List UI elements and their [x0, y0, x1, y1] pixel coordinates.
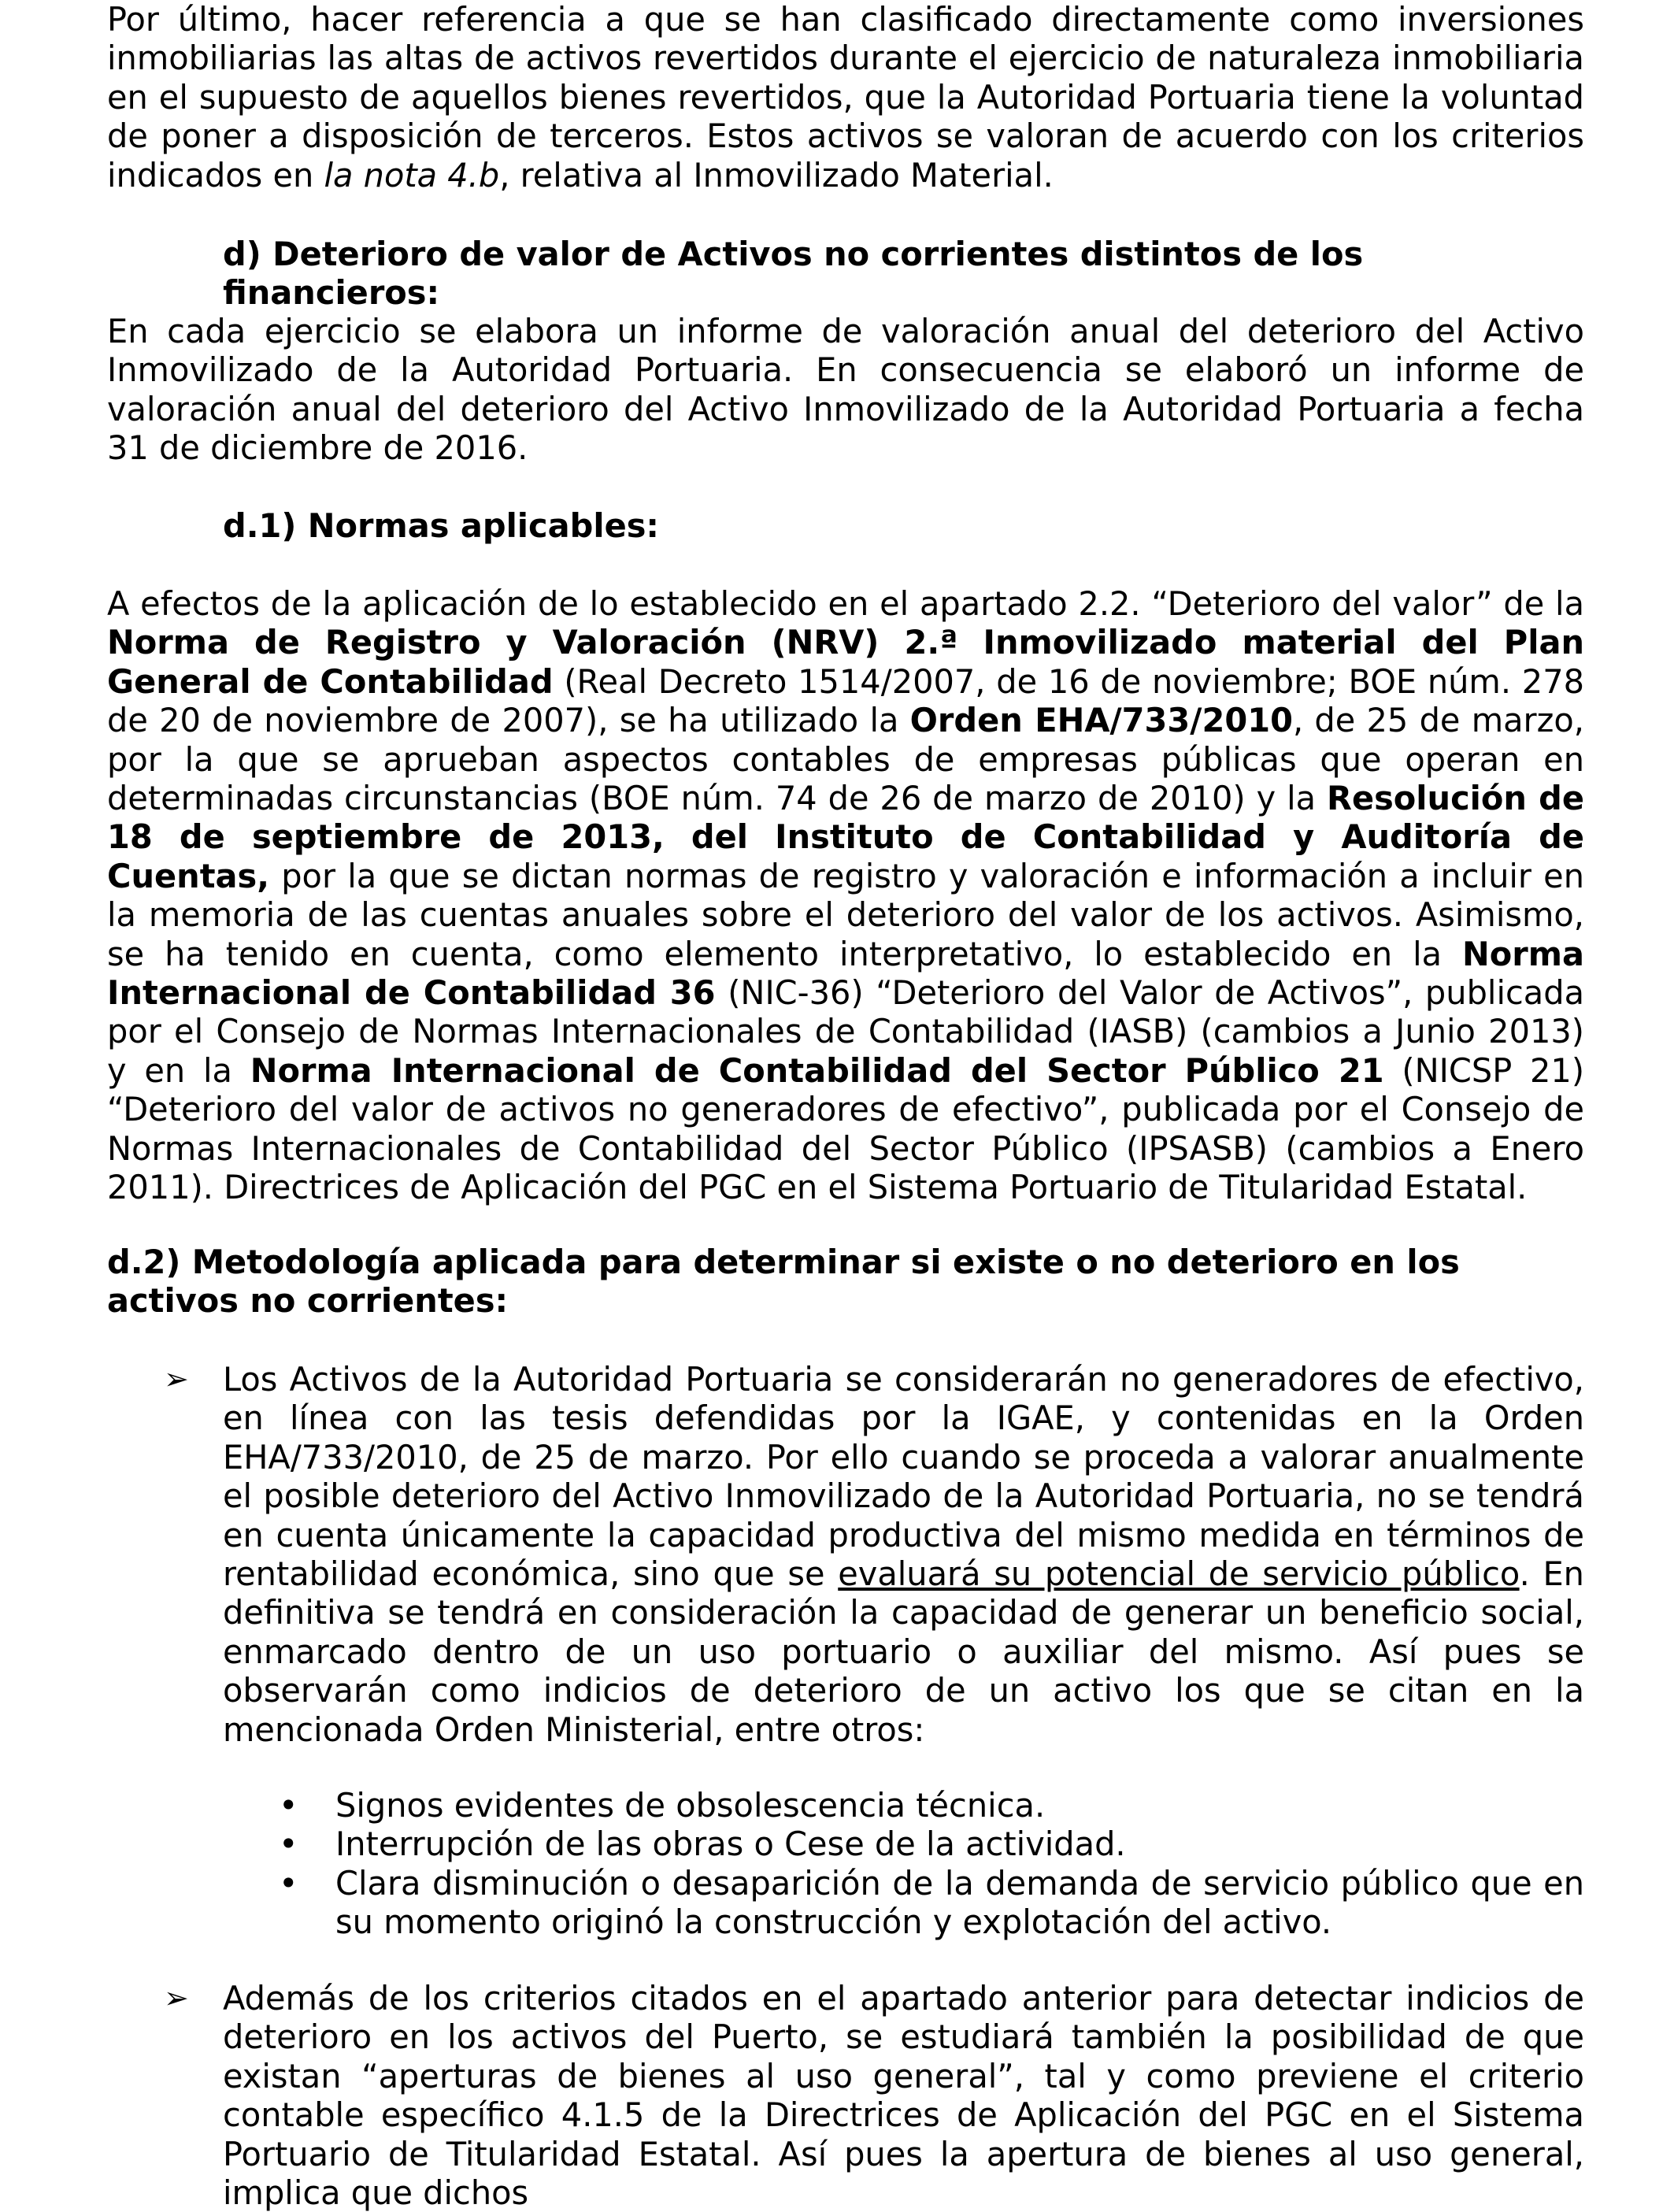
bold-reference: Orden EHA/733/2010: [909, 701, 1293, 740]
sub-list-item-text: Signos evidentes de obsolescencia técnica.: [335, 1786, 1046, 1825]
sub-list-item-text: Interrupción de las obras o Cese de la actividad.: [335, 1825, 1126, 1864]
paragraph-text: (Real Decreto 1514/2007, de 16 de noviembre; BOE núm. 278 de 20 de noviembre de 2007), se ha utilizado la: [107, 661, 1584, 740]
paragraph-text: (NIC-36) “Deterioro del Valor de Activos”, publicada por el Consejo de Normas Internacionales de Contabilidad (IASB) (cambios a Junio 2013) y en la: [107, 973, 1584, 1090]
bold-reference: Norma de Registro y Valoración (NRV) 2.ª Inmovilizado material del Plan General de Contabilidad: [107, 623, 1584, 701]
dot-bullet-icon: •: [279, 1825, 298, 1864]
section-heading-d: d) Deterioro de valor de Activos no corrientes distintos de los financieros:: [223, 235, 1364, 313]
note-reference: la nota 4.b: [324, 155, 500, 195]
paragraph-text: . En definitiva se tendrá en consideración la capacidad de generar un beneficio social, enmarcado dentro de un uso portuario o auxiliar del mismo. Así pues se observarán como indicios de deterioro de un activo los que se citan en la mencionada Orden Ministerial, entre otros:: [223, 1554, 1584, 1749]
sub-list-item: [279, 1863, 1584, 1942]
paragraph-text: Los Activos de la Autoridad Portuaria se considerarán no generadores de efectivo, en línea con las tesis defendidas por la IGAE, y contenidas en la Orden EHA/733/2010, de 25 de marzo. Por ello cuando se proceda a valorar anualmente el posible deterioro del Activo Inmovilizado de la Autoridad Portuaria, no se tendrá en cuenta únicamente la capacidad productiva del mismo medida en términos de rentabilidad económica, sino que se: [223, 1360, 1584, 1594]
underlined-text: evaluará su potencial de servicio público: [838, 1554, 1520, 1594]
bold-reference: Norma Internacional de Contabilidad del Sector Público 21: [250, 1050, 1384, 1090]
paragraph-text: por la que se dictan normas de registro y valoración e información a incluir en la memoria de las cuentas anuales sobre el deterioro del valor de los activos. Asimismo, se ha tenido en cuenta, como elemento interpretativo, lo establecido en la: [107, 856, 1584, 973]
paragraph-text: A efectos de la aplicación de lo establecido en el apartado 2.2. “Deterioro del valor” de la: [107, 584, 1584, 623]
bold-reference: Resolución de 18 de septiembre de 2013, del Instituto de Contabilidad y Auditoría de Cuentas,: [107, 779, 1584, 895]
sub-list-item-text: Clara disminución o desaparición de la demanda de servicio público que en su momento originó la construcción y explotación del activo.: [335, 1863, 1584, 1942]
section-heading-d1: d.1) Normas aplicables:: [223, 506, 660, 545]
dot-bullet-icon: •: [279, 1863, 298, 1903]
bullet-text: Además de los criterios citados en el apartado anterior para detectar indicios de deterioro en los activos del Puerto, se estudiará también la posibilidad de que existan “aperturas de bienes al uso general”, tal y como previene el criterio contable específico 4.1.5 de la Directrices de Aplicación del PGC en el Sistema Portuario de Titularidad Estatal. Así pues la apertura de bienes al uso general, implica que dichos: [223, 1979, 1584, 2212]
sub-list-item: [279, 1786, 1584, 1825]
arrow-bullet-icon: ➢: [164, 1980, 189, 2015]
paragraph-text: (NICSP 21) “Deterioro del valor de activos no generadores de efectivo”, publicada por el Consejo de Normas Internacionales de Contabilidad del Sector Público (IPSASB) (cambios a Enero 2011). Directrices de Aplicación del PGC en el Sistema Portuario de Titularidad Estatal.: [107, 1050, 1585, 1207]
bullet-item-aperturas: [107, 1979, 1584, 2212]
paragraph-informe-valoracion: En cada ejercicio se elabora un informe de valoración anual del deterioro del Activo Inmovilizado de la Autoridad Portuaria. En consecuencia se elaboró un informe de valoración anual del deterioro del Activo Inmovilizado de la Autoridad Portuaria a fecha 31 de diciembre de 2016.: [107, 312, 1584, 468]
bullet-text: [223, 1360, 1584, 1749]
section-heading-d2: d.2) Metodología aplicada para determinar si existe o no deterioro en los activos no corrientes:: [107, 1243, 1460, 1321]
sub-list: [107, 1786, 1584, 1942]
paragraph-inversiones-inmobiliarias: [107, 0, 1584, 195]
sub-list-item: [279, 1825, 1584, 1864]
bold-reference: Norma Internacional de Contabilidad 36: [107, 934, 1584, 1013]
paragraph-normas-aplicables: [107, 584, 1584, 1207]
bullet-item-activos: [107, 1360, 1584, 1749]
dot-bullet-icon: •: [279, 1786, 298, 1825]
arrow-bullet-icon: ➢: [164, 1362, 189, 1396]
paragraph-text: Por último, hacer referencia a que se han clasificado directamente como inversiones inmobiliarias las altas de activos revertidos durante el ejercicio de naturaleza inmobiliaria en el supuesto de aquellos bienes revertidos, que la Autoridad Portuaria tiene la voluntad de poner a disposición de terceros. Estos activos se valoran de acuerdo con los criterios indicados en: [107, 0, 1584, 195]
paragraph-text: , relativa al Inmovilizado Material.: [499, 155, 1054, 195]
paragraph-text: , de 25 de marzo, por la que se aprueban aspectos contables de empresas públicas que operan en determinadas circunstancias (BOE núm. 74 de 26 de marzo de 2010) y la: [107, 701, 1584, 818]
